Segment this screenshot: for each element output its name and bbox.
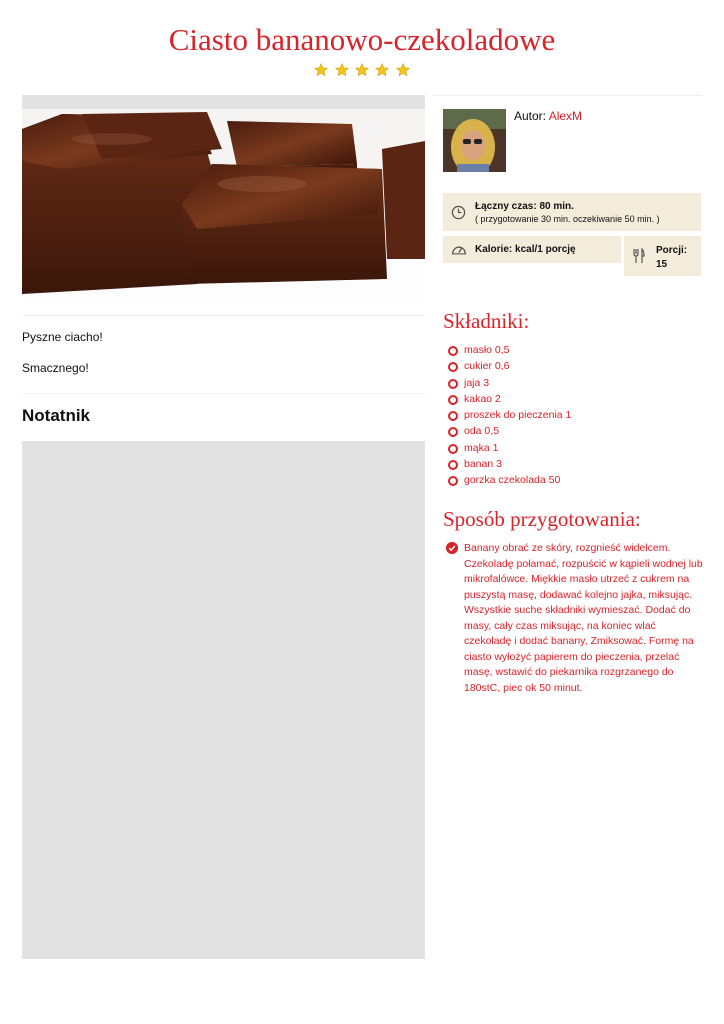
ingredients-heading: Składniki: [443,309,530,333]
cake-photo-image [22,109,425,302]
ingredient-item: gorzka czekolada 50 [448,473,571,489]
divider [22,315,425,316]
portions-box [624,236,701,276]
recipe-photo [22,109,425,302]
method-step: Banany obrać ze skóry, rozgnieść widelcem. Czekoladę połamać, rozpuścić w kąpieli wodnej lub mikrofalówce. Miękkie masło utrzeć z cukrem na puszystą masę, dodawać kolejno jajka, miksując. Wszystkie suche składniki wymieszać. Dodać do masy, cały czas miksując, na koniec wlać czekoladę i dodać banany, Zmiksować. Formę na ciasto wyłożyć papierem do pieczenia, przelać masę, wstawić do piekarnika rozgrzanego do 180stC, piec ok 50 minut. [464,542,703,694]
description-line: Pyszne ciacho! [22,330,103,344]
avatar-image [443,109,506,172]
image-top-band [22,95,425,109]
ingredient-item: cukier 0,6 [448,359,571,375]
gauge-icon [451,242,467,256]
ingredient-item: banan 3 [448,457,571,473]
ingredient-item: masło 0,5 [448,343,571,359]
ring-bullet-icon [448,395,458,405]
portions-label [656,244,687,272]
author-avatar[interactable] [443,109,506,172]
author-name-link[interactable]: AlexM [548,109,583,123]
ring-bullet-icon [448,427,458,437]
calories-label: Kalorie: kcal/1 porcję [475,244,576,255]
clock-icon [451,205,466,220]
ingredient-item: proszek do pieczenia 1 [448,408,571,424]
description-line: Smacznego! [22,361,89,375]
portions-title: Porcji: [656,245,688,256]
ingredient-item: oda 0,5 [448,424,571,440]
ring-bullet-icon [448,460,458,470]
recipe-title: Ciasto bananowo-czekoladowe [168,22,556,57]
notes-area[interactable] [22,441,425,959]
notes-heading: Notatnik [22,406,90,425]
recipe-description [22,330,425,392]
star-icon [375,63,389,77]
calories-box [443,236,621,263]
total-time-label: Łączny czas: 80 min. [475,201,574,212]
check-circle-icon [446,542,458,554]
divider [432,95,702,96]
ingredient-item: mąka 1 [448,441,571,457]
author-label: Autor: [514,109,547,123]
time-breakdown: ( przygotowanie 30 min. oczekiwanie 50 min. ) [475,214,660,224]
portions-value: 15 [656,259,668,270]
method-heading: Sposób przygotowania: [443,507,641,531]
rating-stars [0,63,724,82]
author-info [514,109,582,123]
ring-bullet-icon [448,346,458,356]
ring-bullet-icon [448,411,458,421]
ingredients-list [448,343,571,490]
star-icon [335,63,349,77]
ingredient-item: jaja 3 [448,376,571,392]
ring-bullet-icon [448,362,458,372]
ring-bullet-icon [448,476,458,486]
total-time-box [443,193,701,231]
ring-bullet-icon [448,379,458,389]
fork-knife-icon [633,248,645,264]
star-icon [314,63,328,77]
divider [22,393,425,394]
star-icon [396,63,410,77]
star-icon [355,63,369,77]
ingredient-item: kakao 2 [448,392,571,408]
ring-bullet-icon [448,444,458,454]
